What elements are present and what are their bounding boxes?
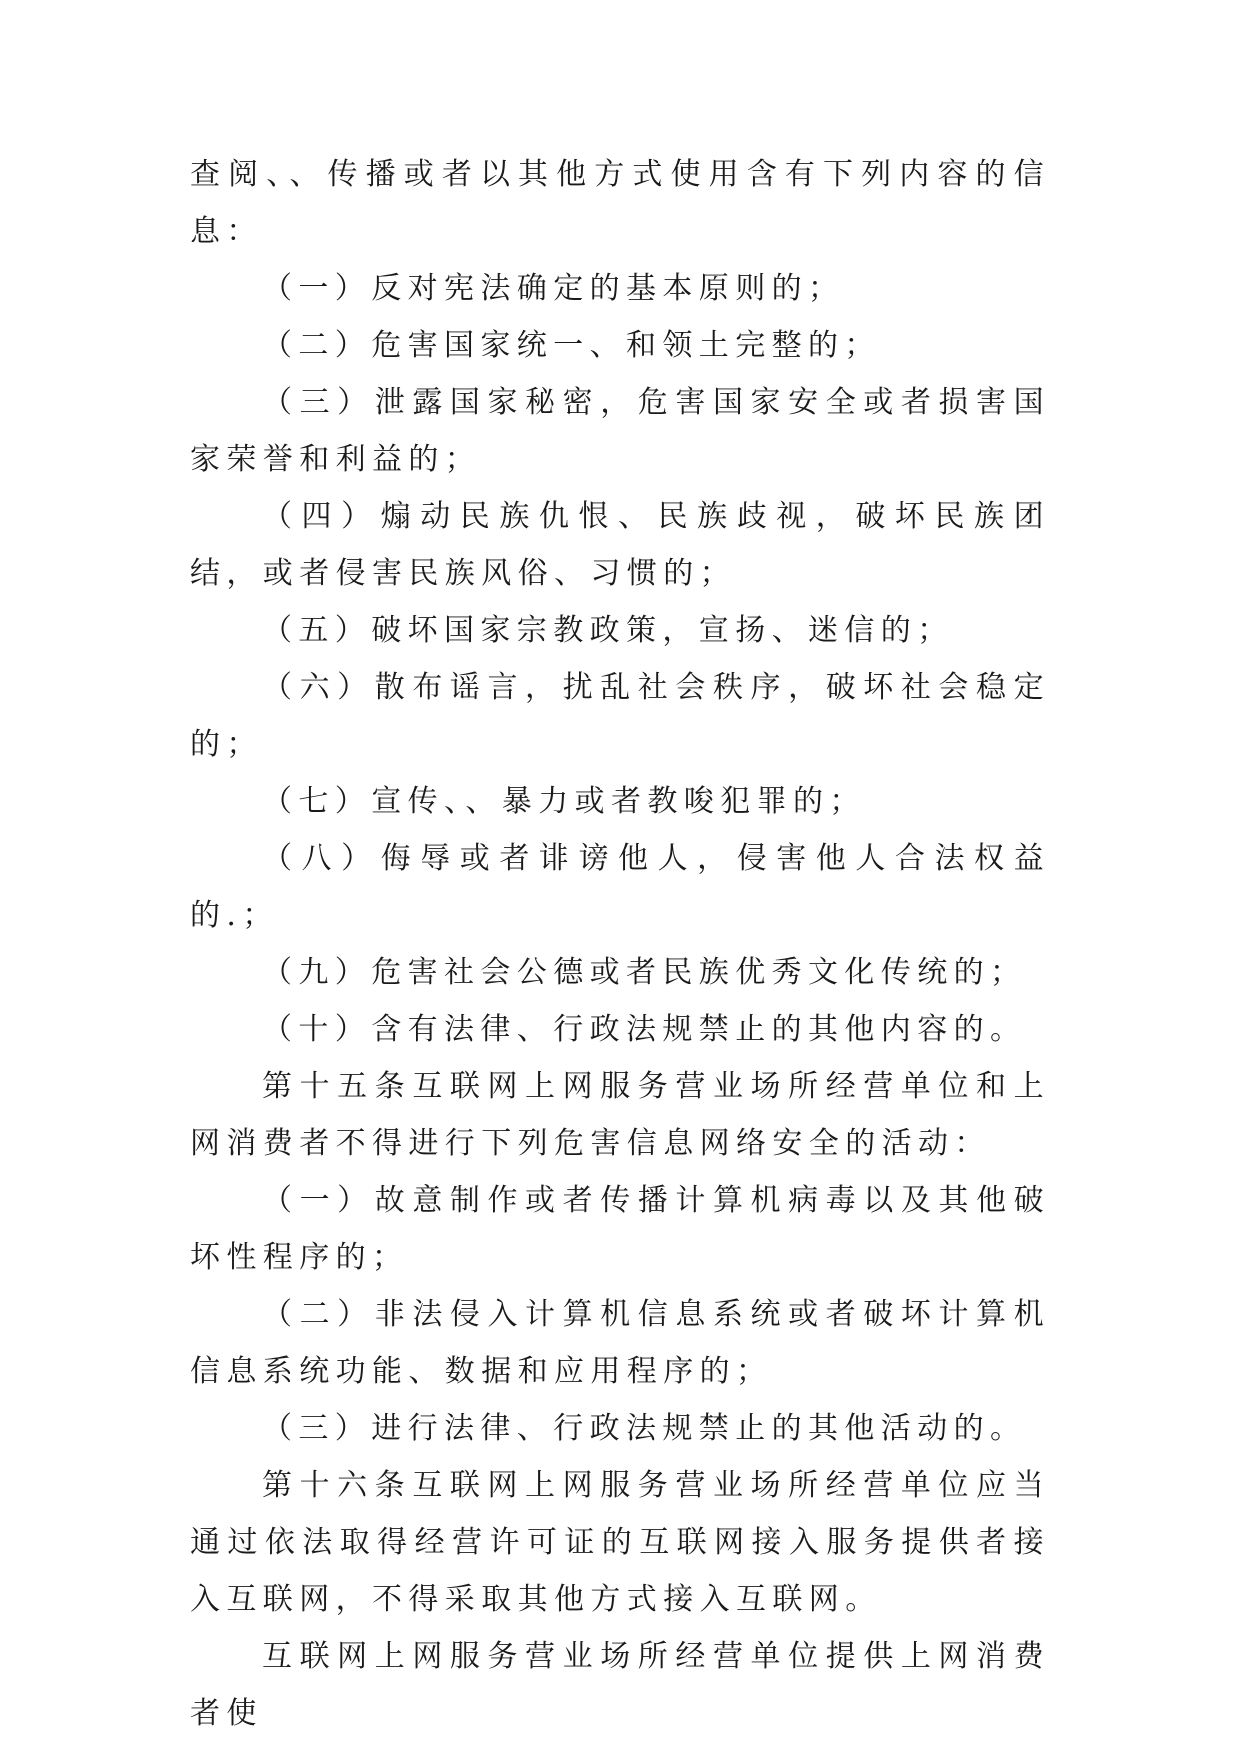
list-item-5: （五）破坏国家宗教政策，宣扬、迷信的；: [262, 613, 954, 648]
list-item-2: （二）危害国家统一、和领土完整的；: [262, 328, 881, 363]
article-15-paragraph: 第十五条互联网上网服务营业场所经营单位和上网消费者不得进行下列危害信息网络安全的活动：: [190, 1069, 1050, 1161]
list-item-10: （十）含有法律、行政法规禁止的其他内容的。: [262, 1012, 1027, 1047]
list-item-9: （九）危害社会公德或者民族优秀文化传统的；: [262, 955, 1027, 990]
paragraph-intro: 查阅、、传播或者以其他方式使用含有下列内容的信息：: [190, 157, 1050, 249]
list-item-8: （八）侮辱或者诽谤他人，侵害他人合法权益的.；: [190, 841, 1050, 933]
article-15-item-3: （三）进行法律、行政法规禁止的其他活动的。: [262, 1411, 1027, 1446]
document-page: [190, 146, 1050, 1742]
article-15-item-2: （二）非法侵入计算机信息系统或者破坏计算机信息系统功能、数据和应用程序的；: [190, 1297, 1050, 1389]
list-item-6: （六）散布谣言，扰乱社会秩序，破坏社会稳定的；: [190, 670, 1050, 762]
list-item-3: （三）泄露国家秘密，危害国家安全或者损害国家荣誉和利益的；: [190, 385, 1050, 477]
list-item-1: （一）反对宪法确定的基本原则的；: [262, 271, 845, 306]
list-item-4: （四）煽动民族仇恨、民族歧视，破坏民族团结，或者侵害民族风俗、习惯的；: [190, 499, 1050, 591]
article-15-item-1: （一）故意制作或者传播计算机病毒以及其他破坏性程序的；: [190, 1183, 1050, 1275]
article-16-continuation: 互联网上网服务营业场所经营单位提供上网消费者使: [190, 1639, 1050, 1731]
list-item-7: （七）宣传、、暴力或者教唆犯罪的；: [262, 784, 866, 819]
article-16-paragraph: 第十六条互联网上网服务营业场所经营单位应当通过依法取得经营许可证的互联网接入服务提供者接入互联网，不得采取其他方式接入互联网。: [190, 1468, 1050, 1617]
